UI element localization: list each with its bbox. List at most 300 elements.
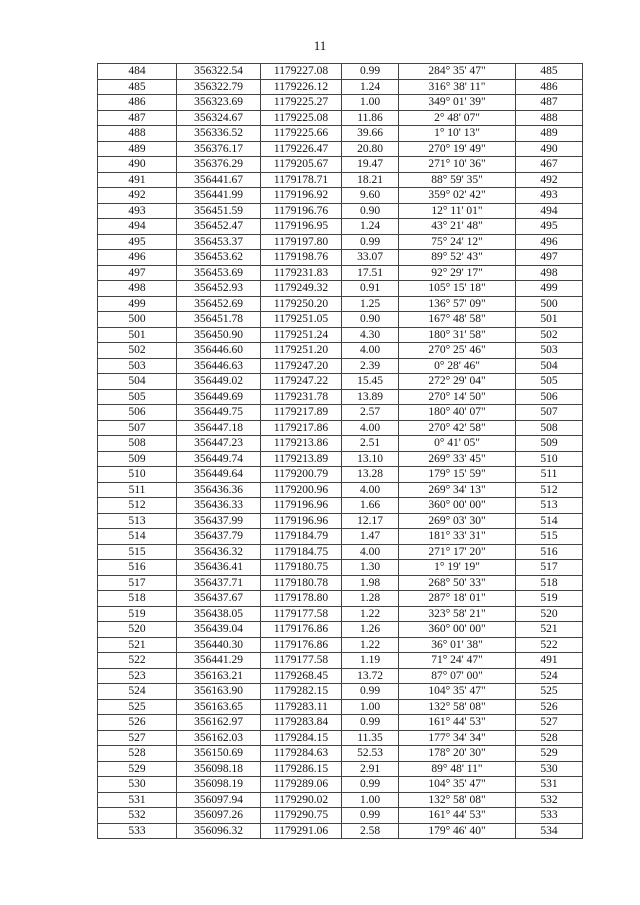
y-coordinate-cell: 1179213.89	[261, 451, 342, 467]
x-coordinate-cell: 356441.29	[177, 653, 261, 669]
distance-cell: 2.91	[342, 761, 399, 777]
distance-cell: 1.00	[342, 699, 399, 715]
point-number-cell: 507	[98, 420, 177, 436]
x-coordinate-cell: 356449.64	[177, 467, 261, 483]
point-number-cell: 493	[98, 203, 177, 219]
distance-cell: 1.25	[342, 296, 399, 312]
y-coordinate-cell: 1179176.86	[261, 622, 342, 638]
distance-cell: 1.22	[342, 637, 399, 653]
point-number-cell: 491	[98, 172, 177, 188]
x-coordinate-cell: 356436.41	[177, 560, 261, 576]
point-number-cell: 512	[98, 498, 177, 514]
x-coordinate-cell: 356150.69	[177, 746, 261, 762]
distance-cell: 17.51	[342, 265, 399, 281]
next-point-cell: 512	[516, 482, 583, 498]
bearing-cell: 92° 29' 17"	[399, 265, 516, 281]
distance-cell: 12.17	[342, 513, 399, 529]
distance-cell: 0.99	[342, 234, 399, 250]
distance-cell: 13.89	[342, 389, 399, 405]
point-number-cell: 498	[98, 281, 177, 297]
bearing-cell: 43° 21' 48"	[399, 219, 516, 235]
x-coordinate-cell: 356449.02	[177, 374, 261, 390]
bearing-cell: 105° 15' 18"	[399, 281, 516, 297]
y-coordinate-cell: 1179177.58	[261, 606, 342, 622]
table-row	[98, 668, 583, 684]
point-number-cell: 501	[98, 327, 177, 343]
point-number-cell: 499	[98, 296, 177, 312]
table-row	[98, 529, 583, 545]
point-number-cell: 505	[98, 389, 177, 405]
next-point-cell: 529	[516, 746, 583, 762]
bearing-cell: 87° 07' 00"	[399, 668, 516, 684]
y-coordinate-cell: 1179196.76	[261, 203, 342, 219]
table-row	[98, 281, 583, 297]
distance-cell: 4.00	[342, 420, 399, 436]
point-number-cell: 504	[98, 374, 177, 390]
distance-cell: 4.00	[342, 544, 399, 560]
y-coordinate-cell: 1179250.20	[261, 296, 342, 312]
x-coordinate-cell: 356437.71	[177, 575, 261, 591]
table-row	[98, 823, 583, 839]
bearing-cell: 89° 48' 11"	[399, 761, 516, 777]
distance-cell: 11.35	[342, 730, 399, 746]
point-number-cell: 490	[98, 157, 177, 173]
next-point-cell: 501	[516, 312, 583, 328]
distance-cell: 1.00	[342, 792, 399, 808]
y-coordinate-cell: 1179178.71	[261, 172, 342, 188]
y-coordinate-cell: 1179268.45	[261, 668, 342, 684]
y-coordinate-cell: 1179176.86	[261, 637, 342, 653]
bearing-cell: 349° 01' 39"	[399, 95, 516, 111]
table-row	[98, 513, 583, 529]
next-point-cell: 497	[516, 250, 583, 266]
next-point-cell: 508	[516, 420, 583, 436]
y-coordinate-cell: 1179184.75	[261, 544, 342, 560]
next-point-cell: 530	[516, 761, 583, 777]
table-row	[98, 64, 583, 80]
table-row	[98, 79, 583, 95]
next-point-cell: 494	[516, 203, 583, 219]
bearing-cell: 270° 19' 49"	[399, 141, 516, 157]
distance-cell: 18.21	[342, 172, 399, 188]
x-coordinate-cell: 356447.18	[177, 420, 261, 436]
point-number-cell: 526	[98, 715, 177, 731]
table-row	[98, 172, 583, 188]
distance-cell: 13.72	[342, 668, 399, 684]
y-coordinate-cell: 1179231.78	[261, 389, 342, 405]
next-point-cell: 516	[516, 544, 583, 560]
bearing-cell: 0° 41' 05"	[399, 436, 516, 452]
next-point-cell: 510	[516, 451, 583, 467]
table-row	[98, 296, 583, 312]
point-number-cell: 503	[98, 358, 177, 374]
y-coordinate-cell: 1179231.83	[261, 265, 342, 281]
bearing-cell: 269° 34' 13"	[399, 482, 516, 498]
next-point-cell: 504	[516, 358, 583, 374]
x-coordinate-cell: 356452.47	[177, 219, 261, 235]
x-coordinate-cell: 356441.99	[177, 188, 261, 204]
next-point-cell: 517	[516, 560, 583, 576]
point-number-cell: 500	[98, 312, 177, 328]
y-coordinate-cell: 1179247.20	[261, 358, 342, 374]
bearing-cell: 104° 35' 47"	[399, 684, 516, 700]
x-coordinate-cell: 356449.74	[177, 451, 261, 467]
next-point-cell: 489	[516, 126, 583, 142]
table-row	[98, 792, 583, 808]
point-number-cell: 515	[98, 544, 177, 560]
y-coordinate-cell: 1179282.15	[261, 684, 342, 700]
y-coordinate-cell: 1179200.79	[261, 467, 342, 483]
distance-cell: 1.22	[342, 606, 399, 622]
y-coordinate-cell: 1179198.76	[261, 250, 342, 266]
table-row	[98, 637, 583, 653]
x-coordinate-cell: 356436.33	[177, 498, 261, 514]
point-number-cell: 509	[98, 451, 177, 467]
bearing-cell: 360° 00' 00"	[399, 498, 516, 514]
bearing-cell: 181° 33' 31"	[399, 529, 516, 545]
next-point-cell: 499	[516, 281, 583, 297]
point-number-cell: 517	[98, 575, 177, 591]
bearing-cell: 178° 20' 30"	[399, 746, 516, 762]
x-coordinate-cell: 356450.90	[177, 327, 261, 343]
table-row	[98, 761, 583, 777]
bearing-cell: 1° 19' 19"	[399, 560, 516, 576]
table-row	[98, 389, 583, 405]
y-coordinate-cell: 1179205.67	[261, 157, 342, 173]
x-coordinate-cell: 356098.18	[177, 761, 261, 777]
point-number-cell: 532	[98, 808, 177, 824]
next-point-cell: 485	[516, 64, 583, 80]
next-point-cell: 486	[516, 79, 583, 95]
table-row	[98, 188, 583, 204]
point-number-cell: 486	[98, 95, 177, 111]
next-point-cell: 498	[516, 265, 583, 281]
y-coordinate-cell: 1179225.08	[261, 110, 342, 126]
next-point-cell: 533	[516, 808, 583, 824]
point-number-cell: 513	[98, 513, 177, 529]
y-coordinate-cell: 1179227.08	[261, 64, 342, 80]
x-coordinate-cell: 356376.17	[177, 141, 261, 157]
y-coordinate-cell: 1179283.84	[261, 715, 342, 731]
x-coordinate-cell: 356439.04	[177, 622, 261, 638]
x-coordinate-cell: 356437.99	[177, 513, 261, 529]
x-coordinate-cell: 356441.67	[177, 172, 261, 188]
point-number-cell: 489	[98, 141, 177, 157]
bearing-cell: 180° 31' 58"	[399, 327, 516, 343]
bearing-cell: 272° 29' 04"	[399, 374, 516, 390]
table-row	[98, 498, 583, 514]
distance-cell: 0.91	[342, 281, 399, 297]
point-number-cell: 516	[98, 560, 177, 576]
point-number-cell: 497	[98, 265, 177, 281]
x-coordinate-cell: 356322.54	[177, 64, 261, 80]
distance-cell: 4.00	[342, 343, 399, 359]
y-coordinate-cell: 1179217.89	[261, 405, 342, 421]
bearing-cell: 180° 40' 07"	[399, 405, 516, 421]
x-coordinate-cell: 356323.69	[177, 95, 261, 111]
bearing-cell: 0° 28' 46"	[399, 358, 516, 374]
distance-cell: 13.28	[342, 467, 399, 483]
bearing-cell: 75° 24' 12"	[399, 234, 516, 250]
point-number-cell: 527	[98, 730, 177, 746]
table-body	[98, 64, 583, 839]
x-coordinate-cell: 356447.23	[177, 436, 261, 452]
point-number-cell: 488	[98, 126, 177, 142]
bearing-cell: 323° 58' 21"	[399, 606, 516, 622]
x-coordinate-cell: 356336.52	[177, 126, 261, 142]
bearing-cell: 271° 10' 36"	[399, 157, 516, 173]
next-point-cell: 491	[516, 653, 583, 669]
bearing-cell: 270° 25' 46"	[399, 343, 516, 359]
x-coordinate-cell: 356438.05	[177, 606, 261, 622]
next-point-cell: 490	[516, 141, 583, 157]
table-row	[98, 110, 583, 126]
bearing-cell: 167° 48' 58"	[399, 312, 516, 328]
table-row	[98, 467, 583, 483]
y-coordinate-cell: 1179180.75	[261, 560, 342, 576]
y-coordinate-cell: 1179196.95	[261, 219, 342, 235]
x-coordinate-cell: 356440.30	[177, 637, 261, 653]
distance-cell: 0.90	[342, 203, 399, 219]
point-number-cell: 492	[98, 188, 177, 204]
point-number-cell: 511	[98, 482, 177, 498]
table-row	[98, 730, 583, 746]
y-coordinate-cell: 1179251.05	[261, 312, 342, 328]
table-row	[98, 746, 583, 762]
point-number-cell: 525	[98, 699, 177, 715]
bearing-cell: 88° 59' 35"	[399, 172, 516, 188]
table-row	[98, 203, 583, 219]
table-row	[98, 622, 583, 638]
y-coordinate-cell: 1179251.20	[261, 343, 342, 359]
point-number-cell: 496	[98, 250, 177, 266]
coordinates-table	[97, 63, 583, 839]
next-point-cell: 531	[516, 777, 583, 793]
bearing-cell: 360° 00' 00"	[399, 622, 516, 638]
x-coordinate-cell: 356446.63	[177, 358, 261, 374]
x-coordinate-cell: 356449.69	[177, 389, 261, 405]
y-coordinate-cell: 1179283.11	[261, 699, 342, 715]
bearing-cell: 104° 35' 47"	[399, 777, 516, 793]
table-row	[98, 358, 583, 374]
point-number-cell: 520	[98, 622, 177, 638]
next-point-cell: 496	[516, 234, 583, 250]
bearing-cell: 161° 44' 53"	[399, 715, 516, 731]
x-coordinate-cell: 356453.37	[177, 234, 261, 250]
page-number: 11	[313, 38, 327, 53]
bearing-cell: 12° 11' 01"	[399, 203, 516, 219]
y-coordinate-cell: 1179284.63	[261, 746, 342, 762]
bearing-cell: 132° 58' 08"	[399, 792, 516, 808]
bearing-cell: 71° 24' 47"	[399, 653, 516, 669]
distance-cell: 13.10	[342, 451, 399, 467]
bearing-cell: 179° 15' 59"	[399, 467, 516, 483]
y-coordinate-cell: 1179226.12	[261, 79, 342, 95]
table-row	[98, 95, 583, 111]
point-number-cell: 521	[98, 637, 177, 653]
distance-cell: 2.51	[342, 436, 399, 452]
next-point-cell: 493	[516, 188, 583, 204]
table-row	[98, 234, 583, 250]
table-row	[98, 653, 583, 669]
y-coordinate-cell: 1179290.75	[261, 808, 342, 824]
distance-cell: 1.24	[342, 79, 399, 95]
distance-cell: 0.99	[342, 777, 399, 793]
table-row	[98, 591, 583, 607]
y-coordinate-cell: 1179247.22	[261, 374, 342, 390]
point-number-cell: 508	[98, 436, 177, 452]
distance-cell: 4.30	[342, 327, 399, 343]
distance-cell: 19.47	[342, 157, 399, 173]
point-number-cell: 530	[98, 777, 177, 793]
table-row	[98, 451, 583, 467]
next-point-cell: 509	[516, 436, 583, 452]
x-coordinate-cell: 356163.65	[177, 699, 261, 715]
x-coordinate-cell: 356446.60	[177, 343, 261, 359]
x-coordinate-cell: 356452.93	[177, 281, 261, 297]
x-coordinate-cell: 356453.62	[177, 250, 261, 266]
table-row	[98, 219, 583, 235]
bearing-cell: 287° 18' 01"	[399, 591, 516, 607]
distance-cell: 1.98	[342, 575, 399, 591]
distance-cell: 39.66	[342, 126, 399, 142]
next-point-cell: 519	[516, 591, 583, 607]
distance-cell: 20.80	[342, 141, 399, 157]
y-coordinate-cell: 1179290.02	[261, 792, 342, 808]
distance-cell: 1.19	[342, 653, 399, 669]
x-coordinate-cell: 356437.67	[177, 591, 261, 607]
point-number-cell: 518	[98, 591, 177, 607]
table-row	[98, 715, 583, 731]
table-row	[98, 312, 583, 328]
distance-cell: 2.39	[342, 358, 399, 374]
x-coordinate-cell: 356097.26	[177, 808, 261, 824]
table-row	[98, 544, 583, 560]
x-coordinate-cell: 356162.03	[177, 730, 261, 746]
distance-cell: 0.99	[342, 715, 399, 731]
y-coordinate-cell: 1179196.96	[261, 498, 342, 514]
point-number-cell: 484	[98, 64, 177, 80]
table-row	[98, 126, 583, 142]
next-point-cell: 500	[516, 296, 583, 312]
y-coordinate-cell: 1179178.80	[261, 591, 342, 607]
x-coordinate-cell: 356096.32	[177, 823, 261, 839]
distance-cell: 1.47	[342, 529, 399, 545]
distance-cell: 1.30	[342, 560, 399, 576]
x-coordinate-cell: 356097.94	[177, 792, 261, 808]
next-point-cell: 502	[516, 327, 583, 343]
y-coordinate-cell: 1179177.58	[261, 653, 342, 669]
next-point-cell: 513	[516, 498, 583, 514]
distance-cell: 4.00	[342, 482, 399, 498]
table-row	[98, 699, 583, 715]
next-point-cell: 528	[516, 730, 583, 746]
point-number-cell: 506	[98, 405, 177, 421]
y-coordinate-cell: 1179184.79	[261, 529, 342, 545]
next-point-cell: 525	[516, 684, 583, 700]
bearing-cell: 269° 33' 45"	[399, 451, 516, 467]
bearing-cell: 316° 38' 11"	[399, 79, 516, 95]
next-point-cell: 492	[516, 172, 583, 188]
table-row	[98, 141, 583, 157]
point-number-cell: 510	[98, 467, 177, 483]
bearing-cell: 271° 17' 20"	[399, 544, 516, 560]
next-point-cell: 526	[516, 699, 583, 715]
bearing-cell: 284° 35' 47"	[399, 64, 516, 80]
y-coordinate-cell: 1179196.96	[261, 513, 342, 529]
point-number-cell: 524	[98, 684, 177, 700]
bearing-cell: 177° 34' 34"	[399, 730, 516, 746]
table-row	[98, 606, 583, 622]
point-number-cell: 519	[98, 606, 177, 622]
next-point-cell: 532	[516, 792, 583, 808]
bearing-cell: 2° 48' 07"	[399, 110, 516, 126]
table-row	[98, 560, 583, 576]
table-row	[98, 405, 583, 421]
bearing-cell: 89° 52' 43"	[399, 250, 516, 266]
bearing-cell: 268° 50' 33"	[399, 575, 516, 591]
next-point-cell: 518	[516, 575, 583, 591]
table-row	[98, 808, 583, 824]
bearing-cell: 359° 02' 42"	[399, 188, 516, 204]
y-coordinate-cell: 1179291.06	[261, 823, 342, 839]
y-coordinate-cell: 1179197.80	[261, 234, 342, 250]
distance-cell: 1.66	[342, 498, 399, 514]
distance-cell: 52.53	[342, 746, 399, 762]
y-coordinate-cell: 1179217.86	[261, 420, 342, 436]
distance-cell: 11.86	[342, 110, 399, 126]
x-coordinate-cell: 356436.32	[177, 544, 261, 560]
next-point-cell: 488	[516, 110, 583, 126]
table-row	[98, 327, 583, 343]
distance-cell: 15.45	[342, 374, 399, 390]
x-coordinate-cell: 356437.79	[177, 529, 261, 545]
bearing-cell: 270° 42' 58"	[399, 420, 516, 436]
x-coordinate-cell: 356451.78	[177, 312, 261, 328]
x-coordinate-cell: 356324.67	[177, 110, 261, 126]
point-number-cell: 514	[98, 529, 177, 545]
table-row	[98, 777, 583, 793]
distance-cell: 0.90	[342, 312, 399, 328]
x-coordinate-cell: 356322.79	[177, 79, 261, 95]
table-row	[98, 374, 583, 390]
y-coordinate-cell: 1179284.15	[261, 730, 342, 746]
point-number-cell: 502	[98, 343, 177, 359]
next-point-cell: 515	[516, 529, 583, 545]
next-point-cell: 514	[516, 513, 583, 529]
next-point-cell: 522	[516, 637, 583, 653]
bearing-cell: 179° 46' 40"	[399, 823, 516, 839]
next-point-cell: 505	[516, 374, 583, 390]
table-row	[98, 684, 583, 700]
distance-cell: 1.24	[342, 219, 399, 235]
y-coordinate-cell: 1179226.47	[261, 141, 342, 157]
distance-cell: 0.99	[342, 64, 399, 80]
x-coordinate-cell: 356449.75	[177, 405, 261, 421]
next-point-cell: 507	[516, 405, 583, 421]
y-coordinate-cell: 1179180.78	[261, 575, 342, 591]
next-point-cell: 527	[516, 715, 583, 731]
distance-cell: 1.26	[342, 622, 399, 638]
y-coordinate-cell: 1179225.66	[261, 126, 342, 142]
point-number-cell: 533	[98, 823, 177, 839]
x-coordinate-cell: 356452.69	[177, 296, 261, 312]
point-number-cell: 494	[98, 219, 177, 235]
distance-cell: 9.60	[342, 188, 399, 204]
x-coordinate-cell: 356163.21	[177, 668, 261, 684]
bearing-cell: 161° 44' 53"	[399, 808, 516, 824]
bearing-cell: 269° 03' 30"	[399, 513, 516, 529]
